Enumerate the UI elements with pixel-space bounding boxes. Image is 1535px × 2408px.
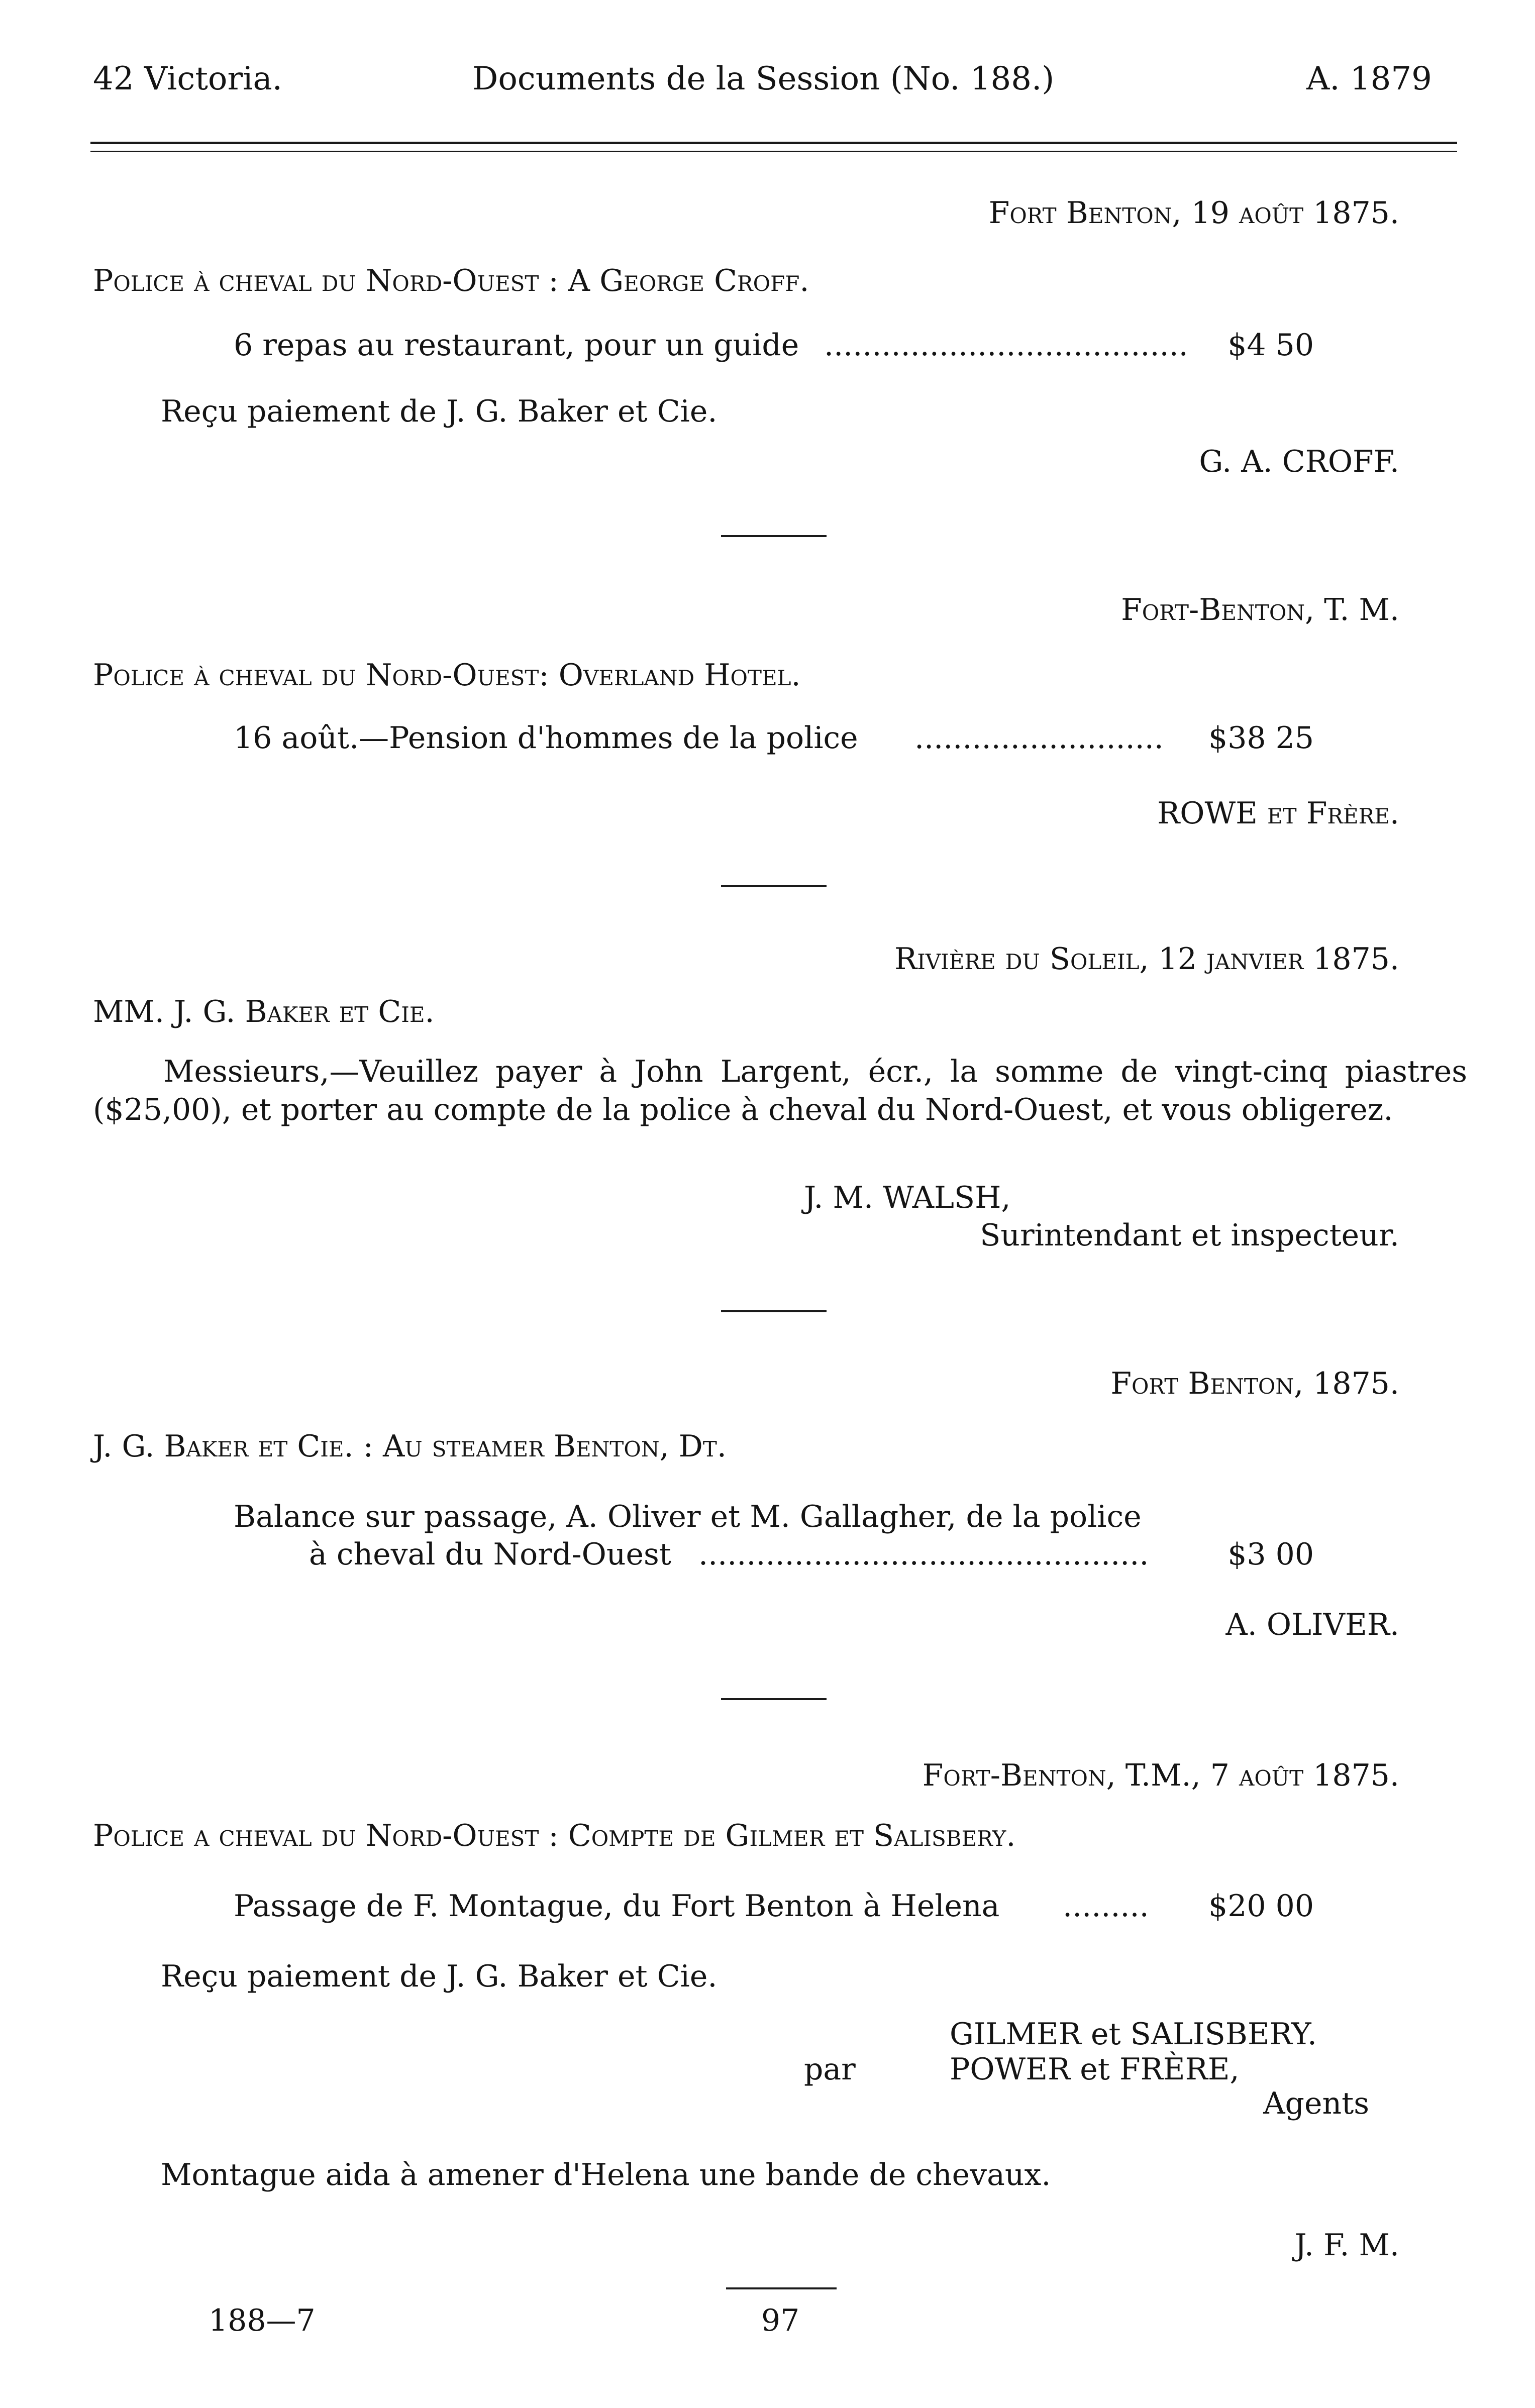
entry-1-signature: G. A. CROFF. bbox=[1199, 444, 1399, 479]
entry-4-signature: A. OLIVER. bbox=[1225, 1607, 1399, 1642]
entry-4-amount: $3 00 bbox=[1227, 1537, 1314, 1572]
entry-4-addressee: J. G. Baker et Cie. : Au steamer Benton, Dt. bbox=[93, 1429, 727, 1464]
entry-3-addressee: MM. J. G. Baker et Cie. bbox=[93, 994, 435, 1029]
entry-5-addressee: Police a cheval du Nord-Ouest : Compte de Gilmer et Salisbery. bbox=[93, 1818, 1016, 1853]
header-center: Documents de la Session (No. 188.) bbox=[472, 60, 1055, 97]
separator-1 bbox=[721, 535, 827, 537]
page-number: 97 bbox=[761, 2303, 800, 2338]
separator-4 bbox=[721, 1698, 827, 1700]
entry-5-signature-line3: Agents bbox=[1263, 2086, 1369, 2121]
entry-4-item-line1: Balance sur passage, A. Oliver et M. Gallagher, de la police bbox=[234, 1499, 1142, 1534]
footer-left: 188—7 bbox=[209, 2303, 316, 2338]
entry-1-amount: $4 50 bbox=[1227, 328, 1314, 363]
separator-2 bbox=[721, 885, 827, 887]
entry-4-item-line2: à cheval du Nord-Ouest bbox=[309, 1537, 671, 1572]
header-rule-bottom bbox=[90, 151, 1457, 152]
entry-5-amount: $20 00 bbox=[1208, 1889, 1314, 1924]
entry-3-body bbox=[93, 1053, 1467, 1129]
entry-1-leader-dots: ...................................... bbox=[824, 328, 1188, 363]
entry-5-item: Passage de F. Montague, du Fort Benton à Helena bbox=[234, 1889, 1000, 1924]
entry-4-leader-dots: ............................................... bbox=[698, 1537, 1149, 1572]
entry-1-addressee: Police à cheval du Nord-Ouest : A George Croff. bbox=[93, 263, 809, 298]
entry-2-amount: $38 25 bbox=[1208, 720, 1314, 756]
entry-1-place-date: Fort Benton, 19 août 1875. bbox=[988, 195, 1399, 231]
entry-2-leader-dots: .......................... bbox=[914, 720, 1164, 756]
header-right: A. 1879 bbox=[1306, 60, 1432, 97]
entry-5-par: par bbox=[804, 2052, 856, 2087]
entry-5-signature-line2: POWER et FRÈRE, bbox=[950, 2052, 1240, 2087]
entry-1-item: 6 repas au restaurant, pour un guide bbox=[234, 328, 799, 363]
entry-5-initials: J. F. M. bbox=[1294, 2228, 1399, 2263]
entry-2-addressee: Police à cheval du Nord-Ouest: Overland Hotel. bbox=[93, 658, 801, 693]
separator-3 bbox=[721, 1310, 827, 1312]
entry-3-signature: J. M. WALSH, bbox=[804, 1180, 1011, 1215]
entry-4-place-date: Fort Benton, 1875. bbox=[1110, 1366, 1399, 1401]
header-rule-top bbox=[90, 142, 1457, 144]
entry-5-leader-dots: ......... bbox=[1063, 1889, 1149, 1924]
entry-5-note: Reçu paiement de J. G. Baker et Cie. bbox=[161, 1959, 718, 1994]
entry-2-item: 16 août.—Pension d'hommes de la police bbox=[234, 720, 858, 756]
entry-5-remark: Montague aida à amener d'Helena une bande de chevaux. bbox=[161, 2157, 1051, 2192]
footer-rule bbox=[726, 2287, 837, 2289]
entry-2-place-date: Fort-Benton, T. M. bbox=[1121, 592, 1399, 627]
entry-3-body-text: Messieurs,—Veuillez payer à John Largent, écr., la somme de vingt-cinq piastres ($25,00), et porter au compte de la police à cheval du Nord-Ouest, et vous obligerez. bbox=[93, 1054, 1467, 1127]
entry-5-place-date: Fort-Benton, T.M., 7 août 1875. bbox=[922, 1758, 1399, 1793]
entry-5-signature-line1: GILMER et SALISBERY. bbox=[950, 2017, 1317, 2052]
entry-3-place-date: Rivière du Soleil, 12 janvier 1875. bbox=[894, 941, 1399, 977]
header-left: 42 Victoria. bbox=[93, 60, 282, 97]
entry-3-signature-title: Surintendant et inspecteur. bbox=[980, 1218, 1399, 1253]
entry-2-signature: ROWE et Frère. bbox=[1157, 796, 1399, 831]
entry-1-note: Reçu paiement de J. G. Baker et Cie. bbox=[161, 394, 718, 429]
